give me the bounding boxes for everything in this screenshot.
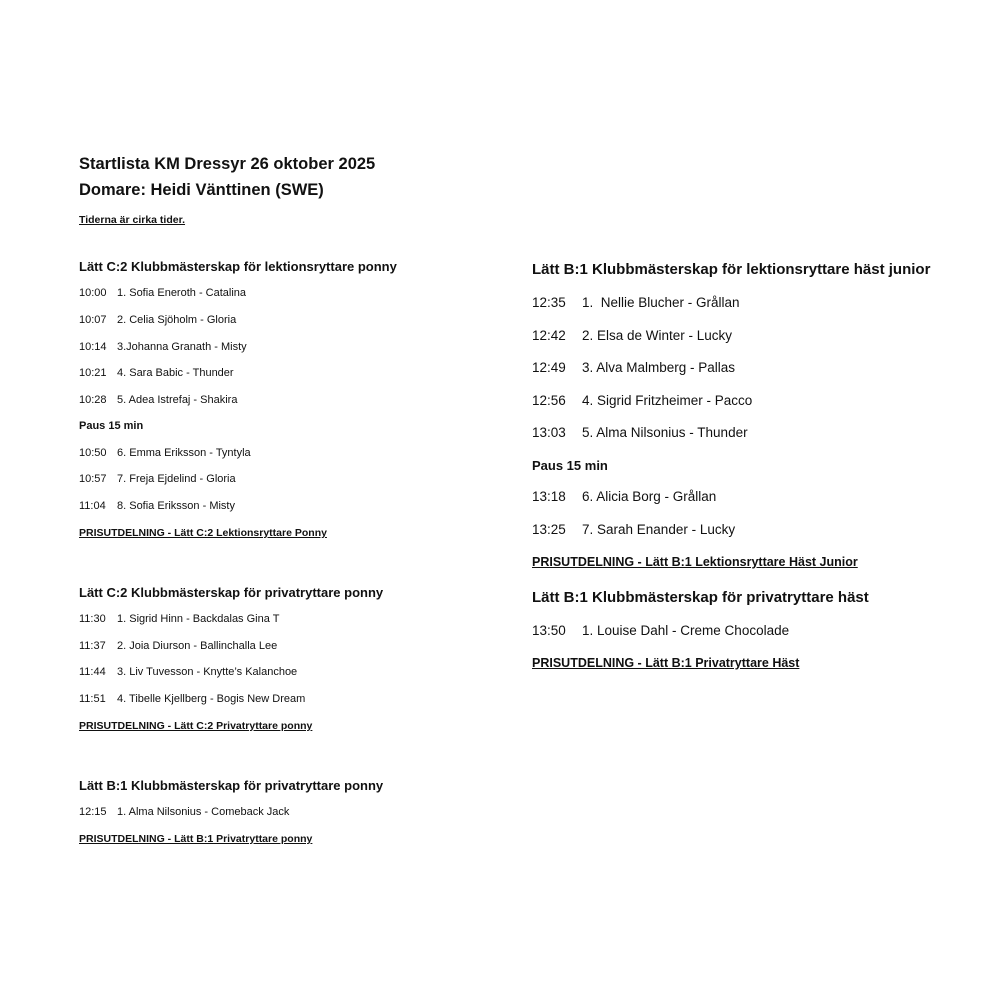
- section-heading: Lätt B:1 Klubbmästerskap för privatryttare häst: [532, 589, 869, 606]
- entry-time: 11:37: [79, 640, 106, 652]
- times-note: Tiderna är cirka tider.: [79, 214, 186, 226]
- entry-text: 1. Louise Dahl - Creme Chocolade: [582, 623, 790, 638]
- entry-text: 6. Emma Eriksson - Tyntyla: [117, 447, 251, 459]
- list-item: [79, 666, 297, 678]
- list-item: [79, 394, 237, 406]
- entry-time: 10:50: [79, 447, 107, 459]
- prize-ceremony: PRISUTDELNING - Lätt B:1 Privatryttare ponny: [79, 833, 313, 845]
- entry-time: 13:25: [532, 522, 566, 537]
- entry-text: 7. Sarah Enander - Lucky: [582, 522, 736, 537]
- prize-ceremony: PRISUTDELNING - Lätt C:2 Privatryttare ponny: [79, 720, 313, 732]
- entry-time: 10:21: [79, 367, 107, 379]
- entry-time: 13:03: [532, 425, 566, 440]
- entry-time: 10:00: [79, 287, 107, 299]
- entry-text: 4. Sigrid Fritzheimer - Pacco: [582, 393, 753, 408]
- entry-time: 12:15: [79, 806, 107, 818]
- entry-time: 11:51: [79, 693, 106, 705]
- entry-text: 7. Freja Ejdelind - Gloria: [117, 473, 236, 485]
- section-heading: Lätt B:1 Klubbmästerskap för privatryttare ponny: [79, 778, 384, 793]
- list-item: [79, 806, 289, 818]
- entry-time: 11:04: [79, 500, 106, 512]
- entry-time: 12:56: [532, 393, 566, 408]
- list-item: [532, 522, 735, 537]
- entry-text: 4. Sara Babic - Thunder: [117, 367, 234, 379]
- prize-ceremony: PRISUTDELNING - Lätt B:1 Lektionsryttare Häst Junior: [532, 555, 858, 569]
- entry-time: 12:35: [532, 295, 566, 310]
- entry-text: 1. Sigrid Hinn - Backdalas Gina T: [117, 613, 280, 625]
- entry-text: 6. Alicia Borg - Grållan: [582, 489, 717, 504]
- page-title: Startlista KM Dressyr 26 oktober 2025: [79, 155, 376, 173]
- section-heading: Lätt B:1 Klubbmästerskap för lektionsryttare häst junior: [532, 261, 931, 278]
- entry-text: 5. Alma Nilsonius - Thunder: [582, 425, 748, 440]
- entry-text: 3.Johanna Granath - Misty: [117, 341, 247, 353]
- list-item: [79, 693, 305, 705]
- entry-time: 10:14: [79, 341, 107, 353]
- list-item: [532, 623, 789, 638]
- list-item: [79, 287, 246, 299]
- entry-time: 11:44: [79, 666, 106, 678]
- entry-text: 2. Joia Diurson - Ballinchalla Lee: [117, 640, 278, 652]
- judge-line: Domare: Heidi Vänttinen (SWE): [79, 181, 324, 199]
- entry-text: 3. Liv Tuvesson - Knytte’s Kalanchoe: [117, 666, 298, 678]
- list-item: [79, 473, 236, 485]
- entry-text: 1. Nellie Blucher - Grållan: [582, 295, 740, 310]
- entry-text: 2. Celia Sjöholm - Gloria: [117, 314, 237, 326]
- prize-ceremony: PRISUTDELNING - Lätt B:1 Privatryttare Häst: [532, 656, 800, 670]
- list-item: [79, 447, 251, 459]
- list-item: [532, 425, 748, 440]
- list-item: [79, 367, 234, 379]
- list-item: [79, 314, 236, 326]
- prize-ceremony: PRISUTDELNING - Lätt C:2 Lektionsryttare Ponny: [79, 527, 327, 539]
- entry-text: 8. Sofia Eriksson - Misty: [117, 500, 235, 512]
- list-item: [79, 341, 247, 353]
- entry-time: 10:57: [79, 473, 107, 485]
- entry-text: 1. Alma Nilsonius - Comeback Jack: [117, 806, 290, 818]
- entry-text: 2. Elsa de Winter - Lucky: [582, 328, 733, 343]
- list-item: [79, 500, 235, 512]
- entry-time: 13:18: [532, 489, 566, 504]
- list-item: [532, 360, 735, 375]
- section-heading: Lätt C:2 Klubbmästerskap för lektionsryttare ponny: [79, 259, 397, 274]
- entry-text: 4. Tibelle Kjellberg - Bogis New Dream: [117, 693, 306, 705]
- entry-time: 12:49: [532, 360, 566, 375]
- entry-text: 3. Alva Malmberg - Pallas: [582, 360, 736, 375]
- list-item: [532, 393, 752, 408]
- entry-time: 12:42: [532, 328, 566, 343]
- list-item: [532, 328, 732, 343]
- list-item: [79, 640, 277, 652]
- pause-label: Paus 15 min: [79, 420, 144, 432]
- pause-label: Paus 15 min: [532, 458, 608, 473]
- entry-time: 10:07: [79, 314, 107, 326]
- entry-text: 1. Sofia Eneroth - Catalina: [117, 287, 247, 299]
- list-item: [532, 489, 716, 504]
- entry-text: 5. Adea Istrefaj - Shakira: [117, 394, 238, 406]
- entry-time: 10:28: [79, 394, 107, 406]
- list-item: [79, 613, 279, 625]
- section-heading: Lätt C:2 Klubbmästerskap för privatryttare ponny: [79, 585, 384, 600]
- list-item: [532, 295, 740, 310]
- entry-time: 13:50: [532, 623, 566, 638]
- entry-time: 11:30: [79, 613, 106, 625]
